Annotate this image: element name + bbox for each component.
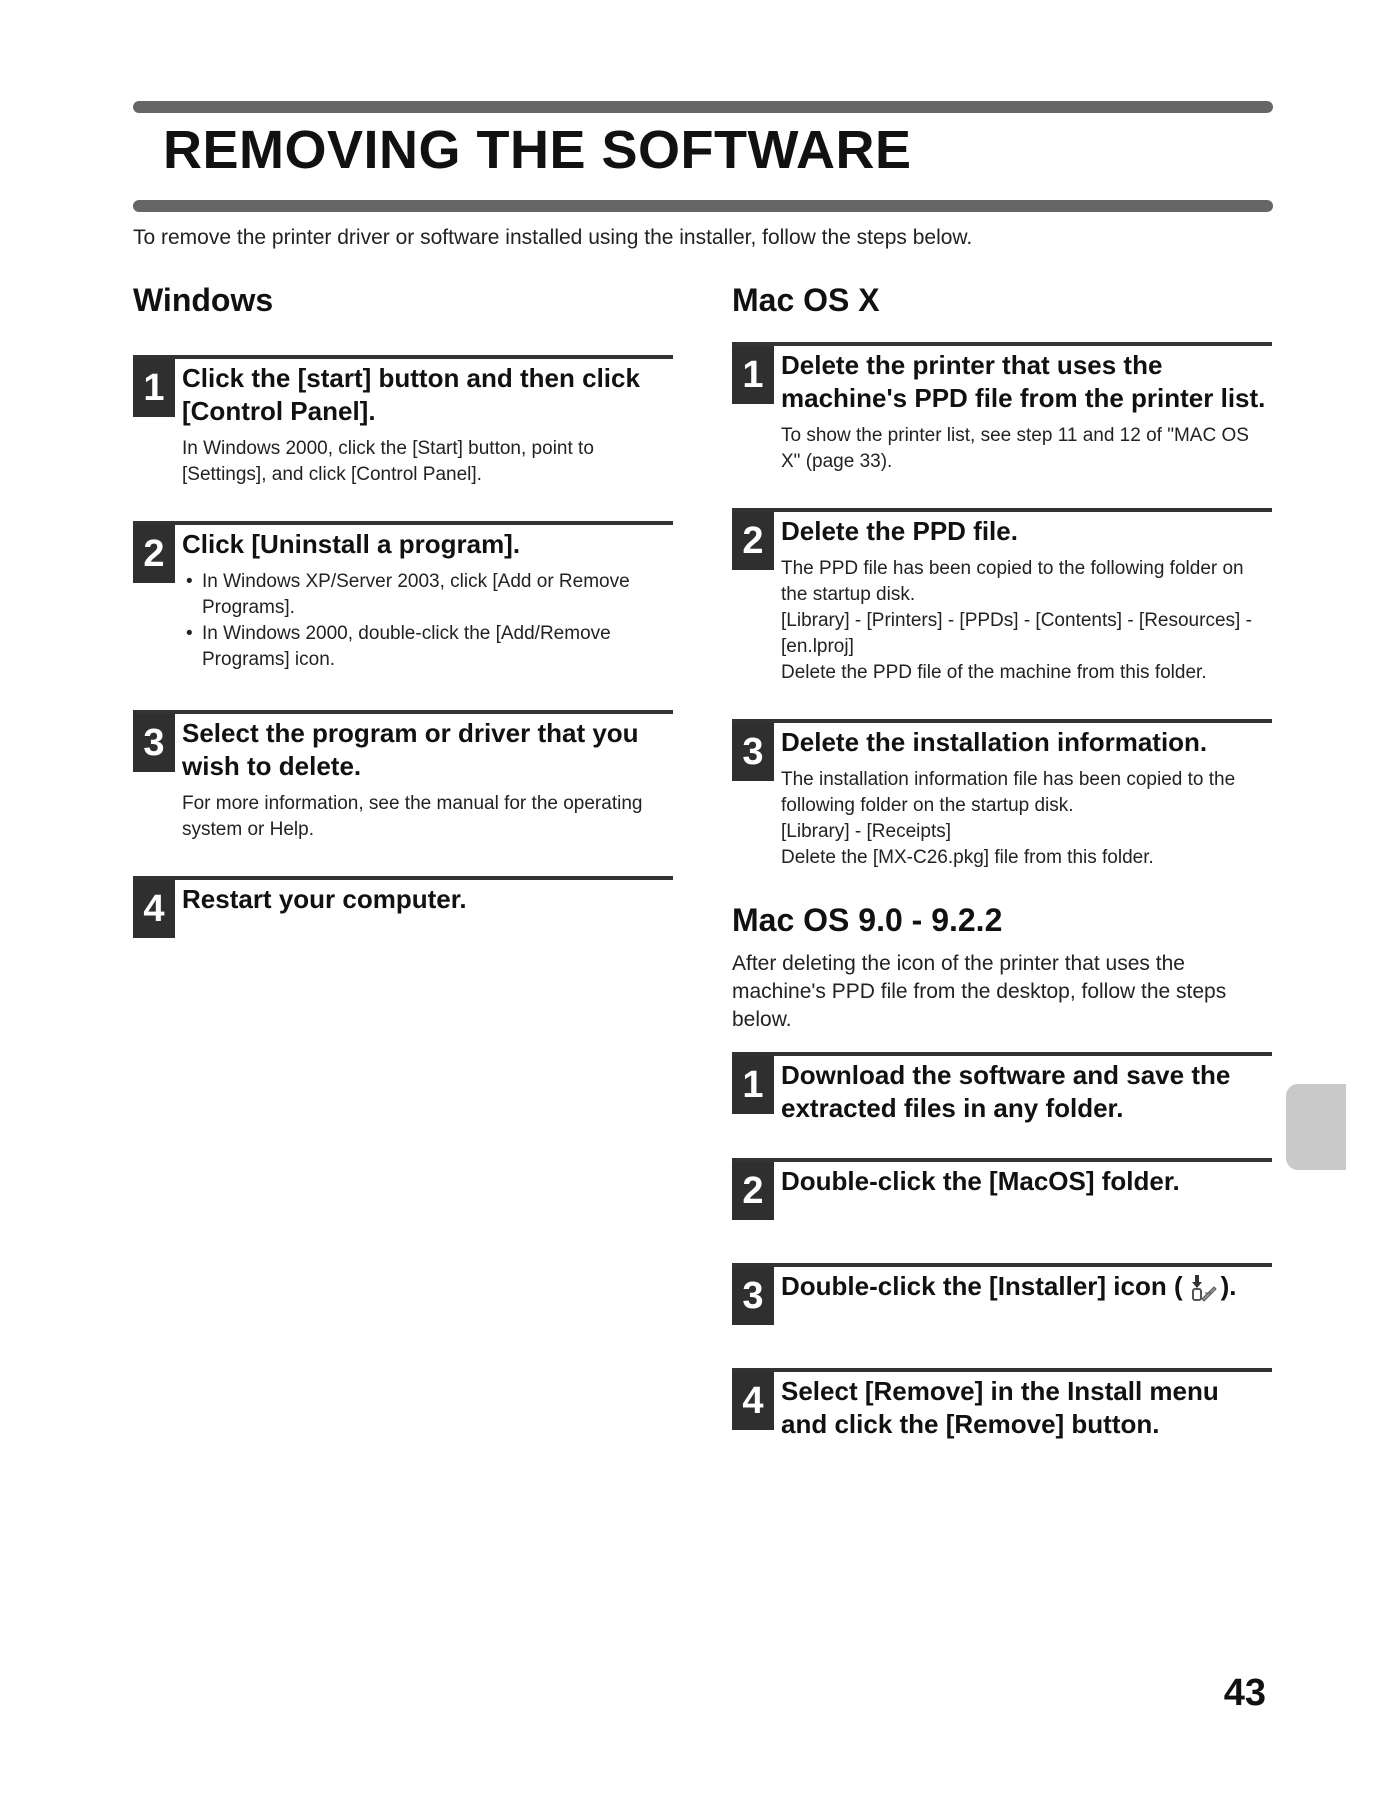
macos9-step-2	[732, 1158, 1272, 1224]
step-rule	[732, 342, 1272, 346]
title-bottom-rule	[133, 200, 1273, 212]
macosx-step-2	[732, 508, 1272, 688]
step-rule	[732, 1052, 1272, 1056]
step-title: Delete the printer that uses the machine's PPD file from the printer list.	[781, 350, 1266, 413]
step-number: 1	[133, 359, 175, 417]
body-line: Delete the PPD file of the machine from this folder.	[781, 662, 1207, 683]
step-rule	[732, 719, 1272, 723]
chapter-side-tab	[1286, 1084, 1346, 1170]
page-number: 43	[1223, 1672, 1266, 1714]
step-rule	[133, 521, 673, 525]
step-title-text: Double-click the [Installer] icon (	[781, 1271, 1183, 1301]
step-title: Delete the PPD file.	[781, 516, 1018, 546]
step-title: Select [Remove] in the Install menu and click the [Remove] button.	[781, 1376, 1219, 1439]
step-rule	[133, 355, 673, 359]
windows-step-4	[133, 876, 673, 942]
step-title-text: ).	[1220, 1271, 1237, 1301]
macosx-step-1	[732, 342, 1272, 482]
body-line: The PPD file has been copied to the following folder on the startup disk.	[781, 558, 1244, 605]
step-number: 4	[133, 880, 175, 938]
bullet-list	[182, 569, 672, 673]
windows-step-3	[133, 710, 673, 840]
windows-heading: Windows	[133, 282, 274, 318]
step-body: For more information, see the manual for the operating system or Help.	[182, 793, 643, 840]
step-body	[182, 569, 672, 673]
step-rule	[732, 1263, 1272, 1267]
step-number: 3	[732, 723, 774, 781]
step-number: 3	[732, 1267, 774, 1325]
step-number: 1	[732, 346, 774, 404]
intro-text: To remove the printer driver or software installed using the installer, follow the steps below.	[133, 226, 973, 249]
step-body	[781, 767, 1271, 871]
folder-path: [Library] - [Printers] - [PPDs] - [Contents] - [Resources] - [en.lproj]	[781, 610, 1252, 657]
folder-path: [Library] - [Receipts]	[781, 821, 951, 842]
step-number: 3	[133, 714, 175, 772]
step-rule	[133, 710, 673, 714]
step-title: Double-click the [MacOS] folder.	[781, 1166, 1180, 1196]
step-rule	[133, 876, 673, 880]
bullet-item: • In Windows 2000, double-click the [Add/Remove Programs] icon.	[182, 621, 672, 673]
step-rule	[732, 1158, 1272, 1162]
step-title: Download the software and save the extracted files in any folder.	[781, 1060, 1231, 1123]
windows-step-2	[133, 521, 673, 681]
macos9-step-3	[732, 1263, 1272, 1329]
macos9-heading: Mac OS 9.0 - 9.2.2	[732, 902, 1003, 938]
step-number: 1	[732, 1056, 774, 1114]
step-body: In Windows 2000, click the [Start] button, point to [Settings], and click [Control Panel].	[182, 438, 594, 485]
step-number: 2	[133, 525, 175, 583]
step-number: 2	[732, 1162, 774, 1220]
step-rule	[732, 1368, 1272, 1372]
macosx-step-3	[732, 719, 1272, 869]
step-body: To show the printer list, see step 11 and 12 of "MAC OS X" (page 33).	[781, 425, 1249, 472]
step-title: Delete the installation information.	[781, 727, 1208, 757]
step-title: Select the program or driver that you wish to delete.	[182, 718, 639, 781]
windows-step-1	[133, 355, 673, 485]
page-title: REMOVING THE SOFTWARE	[163, 120, 912, 180]
macos9-step-1	[732, 1052, 1272, 1123]
macosx-heading: Mac OS X	[732, 282, 880, 318]
body-line: Delete the [MX-C26.pkg] file from this folder.	[781, 847, 1154, 868]
macos9-step-4	[732, 1368, 1272, 1439]
title-top-rule	[133, 101, 1273, 113]
step-title: Click the [start] button and then click [Control Panel].	[182, 363, 640, 426]
bullet-item: • In Windows XP/Server 2003, click [Add or Remove Programs].	[182, 569, 672, 621]
step-title	[781, 1270, 1271, 1311]
body-line: The installation information file has been copied to the following folder on the startup disk.	[781, 769, 1236, 816]
step-rule	[732, 508, 1272, 512]
step-body	[781, 556, 1271, 686]
macos9-intro: After deleting the icon of the printer that uses the machine's PPD file from the desktop, follow the steps below.	[732, 952, 1227, 1031]
step-title: Click [Uninstall a program].	[182, 529, 521, 559]
step-number: 4	[732, 1372, 774, 1430]
step-number: 2	[732, 512, 774, 570]
installer-icon	[1187, 1273, 1217, 1311]
step-title: Restart your computer.	[182, 884, 467, 914]
